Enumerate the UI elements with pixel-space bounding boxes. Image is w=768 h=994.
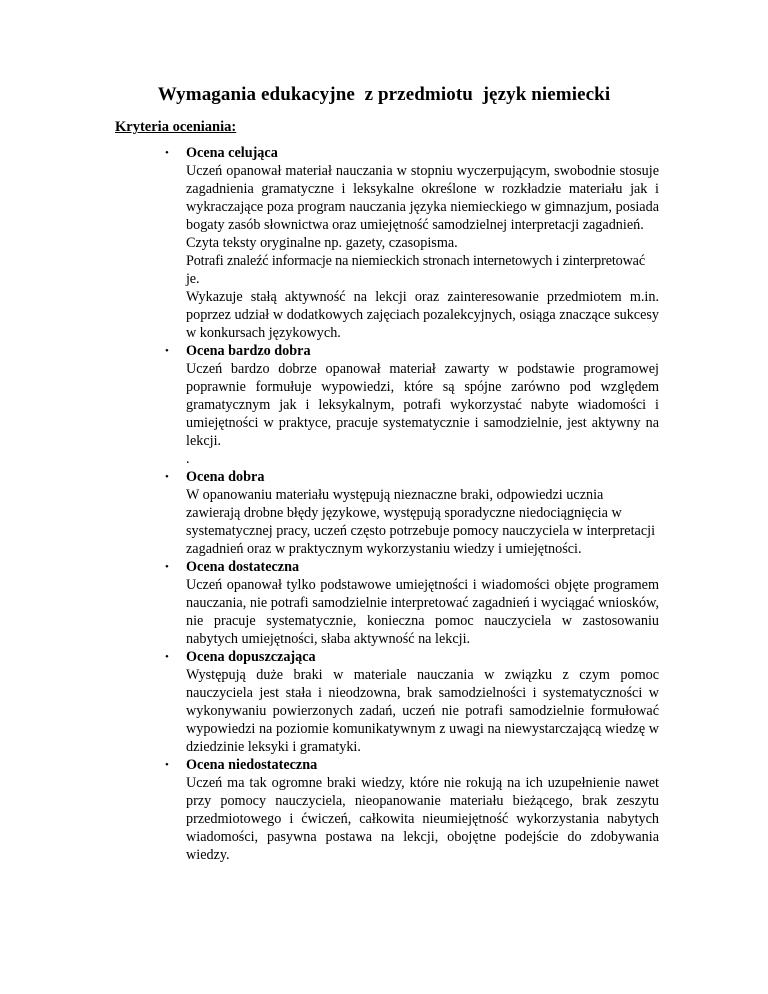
criterion-paragraph: Potrafi znaleźć informacje na niemieckich stronach internetowych i zinterpretować je. [186,253,645,287]
criterion-title: Ocena celująca [186,145,278,161]
bullet-icon: • [165,561,169,573]
criterion-celujaca [165,144,659,342]
criterion-paragraph: Czyta teksty oryginalne np. gazety, czasopisma. [186,235,458,251]
criterion-title: Ocena niedostateczna [186,757,318,773]
criterion-paragraph: Uczeń ma tak ogromne braki wiedzy, które nie rokują na ich uzupełnienie nawet przy pomocy nauczyciela, nieopanowanie materiału bieżącego, brak zeszytu przedmiotowego i ćwiczeń, całkowita nieumiejętność wykorzystania nabytych wiadomości, pasywna postawa na lekcji, obojętne podejście do zdobywania wiedzy. [186,775,659,863]
criterion-title: Ocena dobra [186,469,265,485]
bullet-icon: • [165,759,169,771]
criterion-paragraph: Uczeń opanował tylko podstawowe umiejętności i wiadomości objęte programem nauczania, nie potrafi samodzielnie interpretować zagadnień i wyciągać wniosków, nie pracuje systematycznie, konieczna pomoc nauczyciela w zastosowaniu nabytych umiejętności, słaba aktywność na lekcji. [186,577,659,647]
document-title: Wymagania edukacyjne z przedmiotu język niemiecki [157,84,611,105]
criterion-paragraph: Wykazuje stałą aktywność na lekcji oraz zainteresowanie przedmiotem m.in. poprzez udział w dodatkowych zajęciach pozalekcyjnych, osiąga znaczące sukcesy w konkursach językowych. [186,289,659,341]
criterion-title: Ocena bardzo dobra [186,343,311,359]
criterion-title: Ocena dopuszczająca [186,649,316,665]
criteria-list [165,144,659,864]
criterion-bardzo-dobra [165,342,659,468]
criterion-title: Ocena dostateczna [186,559,300,575]
criterion-paragraph: Uczeń opanował materiał nauczania w stopniu wyczerpującym, swobodnie stosuje zagadnienia gramatyczne i leksykalne określone w rozkładzie materiału jak i wykraczające poza program nauczania języka niemieckiego w gimnazjum, posiada bogaty zasób słownictwa oraz umiejętność samodzielnej interpretacji zagadnień. [186,163,659,233]
criterion-dopuszczajaca [165,648,659,756]
criterion-paragraph: W opanowaniu materiału występują nieznaczne braki, odpowiedzi ucznia zawierają drobne błędy językowe, występują sporadyczne niedociągnięcia w systematycznej pracy, uczeń często potrzebuje pomocy nauczyciela w interpretacji zagadnień oraz w praktycznym wykorzystaniu wiedzy i umiejętności. [186,487,656,557]
bullet-icon: • [165,147,169,159]
criterion-dobra [165,468,659,558]
criterion-paragraph: Występują duże braki w materiale nauczania w związku z czym pomoc nauczyciela jest stała i nieodzowna, brak samodzielności i systematyczności w wykonywaniu powierzonych zadań, uczeń nie potrafi samodzielnie formułować wypowiedzi na poziomie komunikatywnym z uwagi na niewystarczającą wiedzę w dziedzinie leksyki i gramatyki. [186,667,659,755]
criterion-dostateczna [165,558,659,648]
bullet-icon: • [165,471,169,483]
section-heading: Kryteria oceniania: [115,119,237,135]
trailing-mark: . [186,451,190,467]
criterion-paragraph: Uczeń bardzo dobrze opanował materiał zawarty w podstawie programowej poprawnie formułuje wypowiedzi, które są spójne zarówno pod względem gramatycznym jak i leksykalnym, potrafi wykorzystać nabyte wiadomości i umiejętności w praktyce, pracuje systematycznie i samodzielnie, jest aktywny na lekcji. [186,361,659,449]
bullet-icon: • [165,651,169,663]
criterion-niedostateczna [165,756,659,864]
bullet-icon: • [165,345,169,357]
